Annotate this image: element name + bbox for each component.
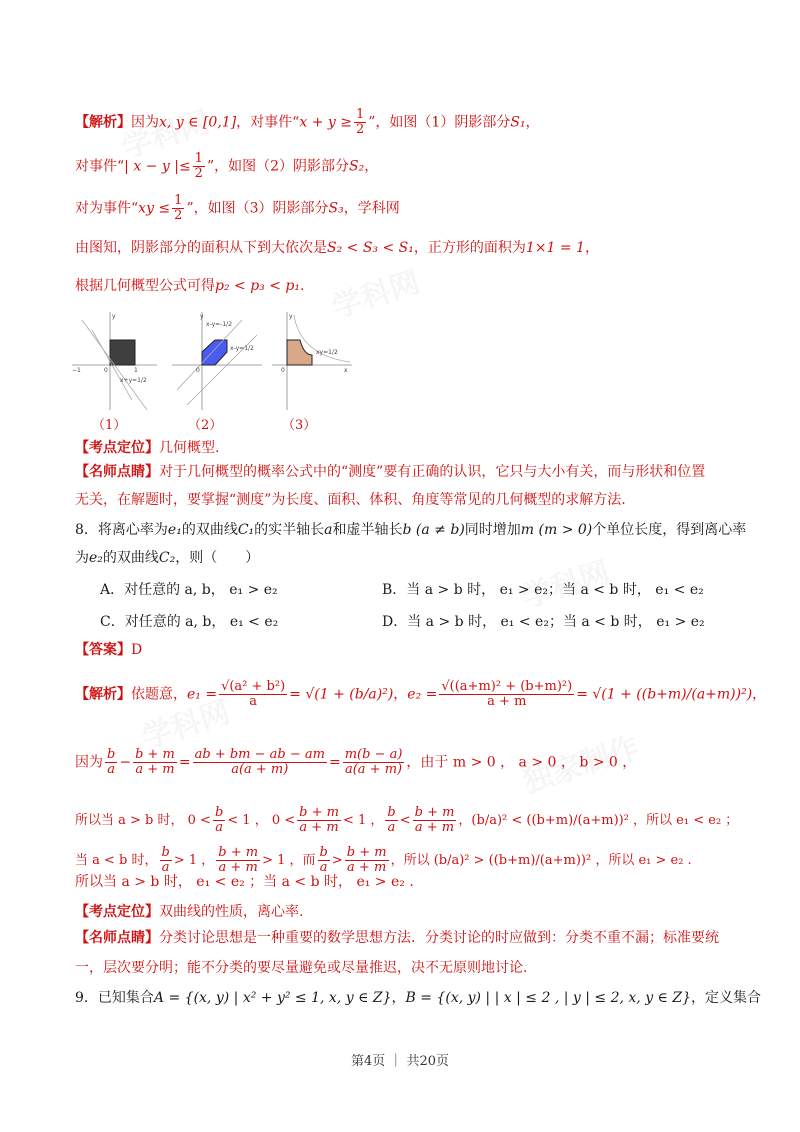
fraction: $\frac{\text{√((a+m)² + (b+m)²)}}{a + m}$ xyxy=(441,679,573,709)
fraction: $\frac{b + m}{a + m}$ xyxy=(135,747,175,777)
svg-text:0: 0 xyxy=(196,367,200,374)
svg-text:xy=1/2: xy=1/2 xyxy=(316,349,338,356)
point1: 【考点定位】几何概型. xyxy=(75,440,220,456)
svg-text:y: y xyxy=(200,313,204,320)
figure-2 xyxy=(172,312,262,410)
solution2-line1: 【解析】依题意，e₁ = $\frac{\text{√(a² + b²)}}{a}$ = √(1 + (b/a)²)，e₂ = $\frac{\text{√((a+m)² + (b+m)²)}}{a + m}$ = √(1 + ((b+m)/(a+m))²)， xyxy=(75,679,767,709)
solution1-line5: 根据几何概型公式可得p₂ < p₃ < p₁. xyxy=(75,278,305,294)
q8-line1: 8．将离心率为e₁的双曲线C₁的实半轴长a和虚半轴长b (a ≠ b)同时增加m (m > 0)个单位长度，得到离心率 xyxy=(75,522,747,538)
fraction: $\frac{b}{a}$ xyxy=(214,805,224,835)
fraction: $\frac{\text{√(a² + b²)}}{a}$ xyxy=(221,679,286,709)
fraction: $\frac{b}{a}$ xyxy=(107,747,116,777)
figure-1 xyxy=(72,312,157,410)
figure-group xyxy=(72,310,362,420)
fraction: $\frac{1}{2}$ xyxy=(194,151,203,181)
analysis-tag: 【解析】 xyxy=(75,114,131,131)
figure-label-1: （1） xyxy=(92,418,127,433)
tip1-line2: 无关，在解题时，要掌握“测度”为长度、面积、体积、角度等常见的几何概型的求解方法. xyxy=(75,492,626,508)
solution1-line1: 【解析】因为x, y ∈ [0,1]，对事件“x + y ≥ $\frac{1}{2}$ ”，如图（1）阴影部分S₁， xyxy=(75,107,540,137)
q8-line2: 为e₂的双曲线C₂，则（ ） xyxy=(75,550,260,566)
figure-label-2: （2） xyxy=(188,418,223,433)
svg-text:0: 0 xyxy=(281,367,285,374)
page-footer: 第4页 ｜ 共20页 xyxy=(350,1054,450,1069)
solution2-line5: 所以当 a > b 时， e₁ < e₂ ；当 a < b 时， e₁ > e₂ . xyxy=(75,874,414,890)
svg-text:0: 0 xyxy=(104,367,108,374)
fraction: $\frac{ab + bm - ab - am}{a(a + m)}$ xyxy=(194,747,325,777)
fraction: $\frac{b + m}{a + m}$ xyxy=(346,845,387,875)
fraction: $\frac{1}{2}$ xyxy=(355,107,365,137)
svg-text:1: 1 xyxy=(134,367,138,374)
fraction: $\frac{1}{2}$ xyxy=(174,193,183,223)
fraction: $\frac{b}{a}$ xyxy=(161,845,170,875)
answer: 【答案】D xyxy=(75,642,143,658)
q9-line: 9．已知集合A = {(x, y) | x² + y² ≤ 1, x, y ∈ Z}，B = {(x, y) | | x | ≤ 2 , | y | ≤ 2, x, y ∈ Z}，定义集合 xyxy=(75,990,762,1006)
solution1-line3: 对为事件“xy ≤ $\frac{1}{2}$ ”，如图（3）阴影部分S₃，学科网 xyxy=(75,193,400,223)
fraction: $\frac{b}{a}$ xyxy=(387,805,396,835)
option-c: C．对任意的 a, b， e₁ < e₂ xyxy=(100,614,279,630)
solution1-line2: 对事件“| x − y |≤ $\frac{1}{2}$ ”，如图（2）阴影部分S₂， xyxy=(75,151,379,181)
tip2-line1: 【名师点睛】分类讨论思想是一种重要的数学思想方法．分类讨论的时应做到：分类不重不漏；标准要统 xyxy=(75,930,719,946)
option-b: B．当 a > b 时， e₁ > e₂；当 a < b 时， e₁ < e₂ xyxy=(382,582,704,598)
svg-text:x: x xyxy=(344,367,348,374)
figure-label-3: （3） xyxy=(282,418,317,433)
svg-text:y: y xyxy=(289,313,293,320)
fraction: $\frac{b + m}{a + m}$ xyxy=(414,805,455,835)
point2: 【考点定位】双曲线的性质，离心率. xyxy=(75,904,304,920)
fraction: $\frac{b}{a}$ xyxy=(319,845,328,875)
solution2-line3: 所以当 a > b 时， 0 < $\frac{b}{a}$ < 1 ， 0 < $\frac{b + m}{a + m}$ < 1 ， $\frac{b}{a}$ < $\frac{b + m}{a + m}$ ，(b/a)² < ((b+m)/(a+m))² ，所以 e₁ < e₂ ； xyxy=(75,805,739,835)
svg-text:x+y=1/2: x+y=1/2 xyxy=(120,377,147,384)
tip1-line1: 【名师点睛】对于几何概型的概率公式中的“测度”要有正确的认识，它只与大小有关，而与形状和位置 xyxy=(75,464,706,480)
svg-text:−1: −1 xyxy=(72,367,81,374)
solution1-line4: 由图知，阴影部分的面积从下到大依次是S₂ < S₃ < S₁，正方形的面积为1×1 = 1， xyxy=(75,240,599,256)
option-a: A．对任意的 a, b， e₁ > e₂ xyxy=(100,582,278,598)
fraction: $\frac{m(b - a)}{a(a + m)}$ xyxy=(344,747,403,777)
svg-text:x-y=-1/2: x-y=-1/2 xyxy=(206,321,233,328)
figure-3 xyxy=(272,312,352,410)
svg-text:y: y xyxy=(112,313,116,320)
fraction: $\frac{b + m}{a + m}$ xyxy=(218,845,259,875)
solution2-line2: 因为 $\frac{b}{a}$ − $\frac{b + m}{a + m}$ = $\frac{ab + bm - ab - am}{a(a + m)}$ = $\frac{m(b - a)}{a(a + m)}$ ，由于 m > 0 ， a > 0 ， b > 0 ， xyxy=(75,747,637,777)
option-d: D．当 a > b 时， e₁ < e₂；当 a < b 时， e₁ > e₂ xyxy=(382,614,705,630)
fraction: $\frac{b + m}{a + m}$ xyxy=(299,805,339,835)
tip2-line2: 一，层次要分明；能不分类的要尽量避免或尽量推迟，决不无原则地讨论. xyxy=(75,960,528,976)
svg-text:x-y=1/2: x-y=1/2 xyxy=(230,345,254,352)
solution2-line4: 当 a < b 时， $\frac{b}{a}$ > 1 ， $\frac{b + m}{a + m}$ > 1 ，而 $\frac{b}{a}$ > $\frac{b + m}{a + m}$ ，所以 (b/a)² > ((b+m)/(a+m))² ，所以 e₁ > e₂ . xyxy=(75,845,692,875)
